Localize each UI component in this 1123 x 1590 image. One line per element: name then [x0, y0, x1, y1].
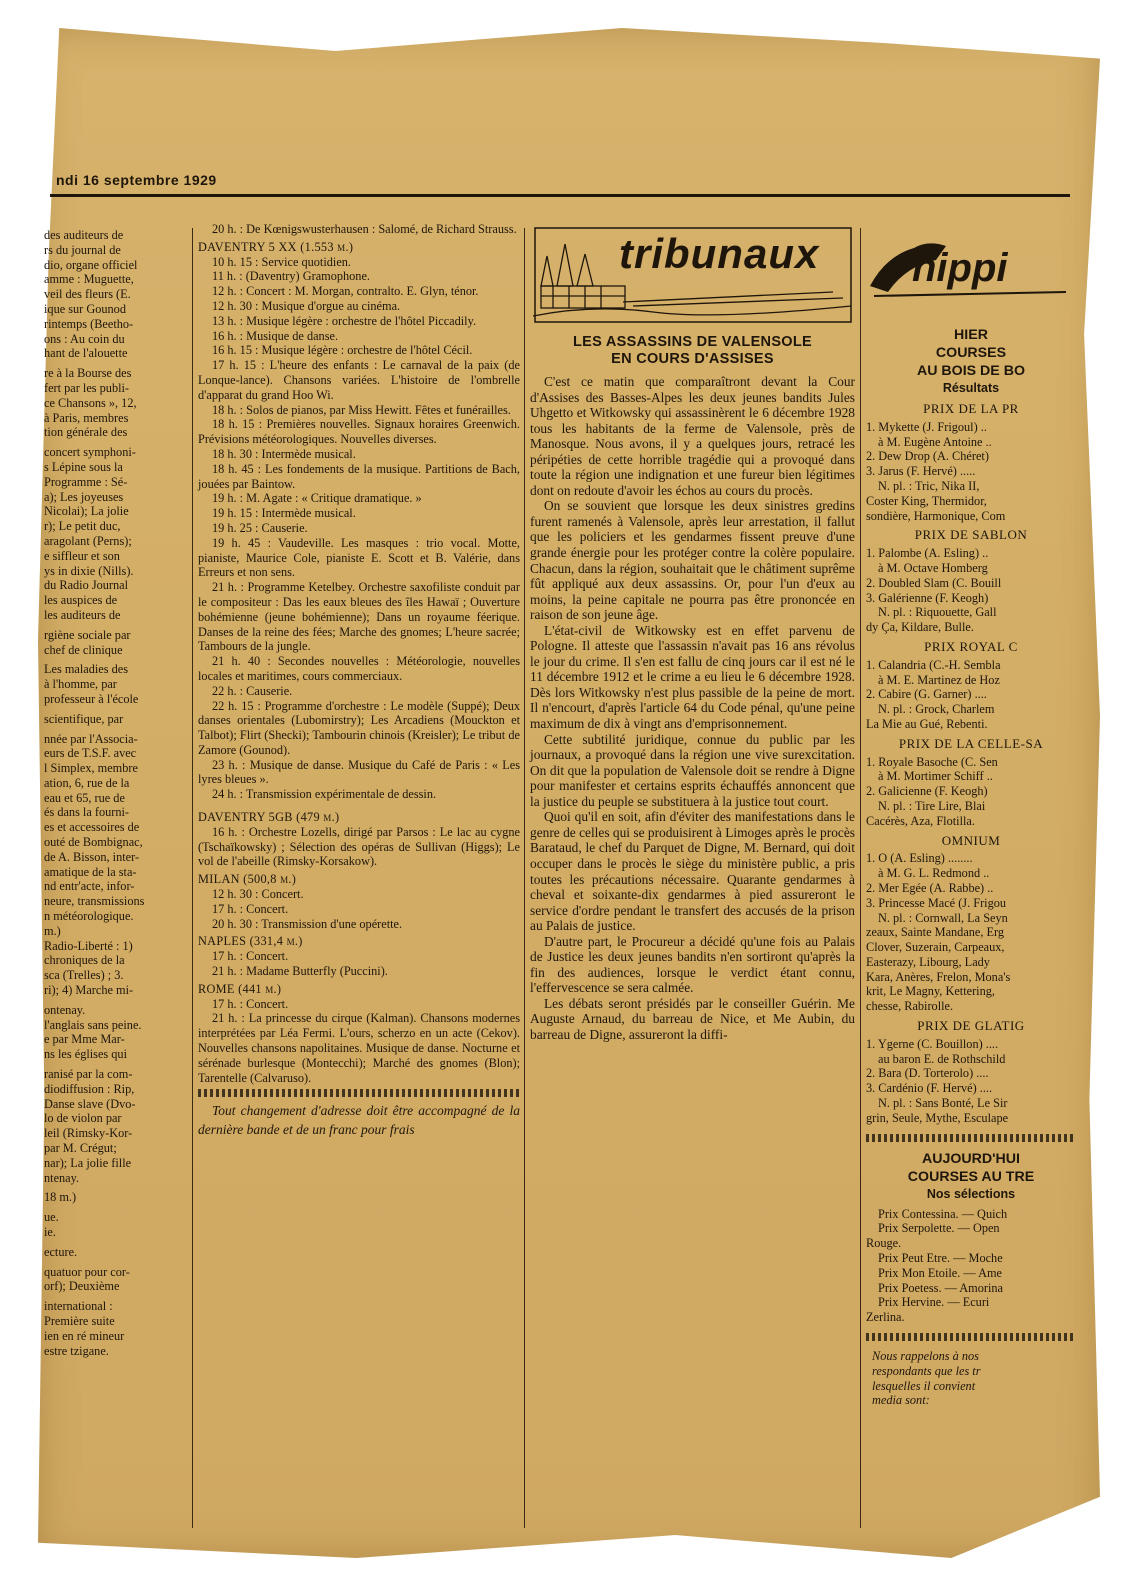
column-1-line: es et accessoires de — [44, 820, 140, 835]
program-entry: 21 h. : La princesse du cirque (Kalman). Chansons modernes interprétées par Léa Fermi. L'ours, scherzo en un acte (Cekov). Nouvelles chansons napolitaines. Musique de danse. Nocturne et sérénade burlesque (Montecchi); Marché des gnomes (Blon); Tarentelle (Calvaruso). — [198, 1011, 520, 1085]
race-title: OMNIUM — [941, 832, 1001, 848]
program-entry: 22 h. 15 : Programme d'orchestre : Le modèle (Suppé); Deux danses orientales (Lubomirstry); Les Arcadiens (Mouckton et Talbot); Flirt (Shecki); Tambourin chinois (Kreisler); Le tribut de Zamore (Gounod). — [198, 698, 520, 757]
column-1-line: rintemps (Beetho- — [44, 316, 134, 331]
race-line: sondière, Harmonique, Com — [866, 508, 1006, 523]
station-daventry-5xx: DAVENTRY 5 XX (1.553 m.) — [198, 239, 354, 254]
article-paragraph: On se souvient que lorsque les deux sinistres gredins furent ramenés à Valensole, après leur arrestation, il fallut que les policiers et les gendarmes fissent preuve d'une grande énergie pour les protéger contre la colère populaire. Chacun, dans la région, souhaitait que le châtiment suprême fût appliqué aux deux assassins. Or, pour l'un d'eux au moins, la peine capitale ne pourra pas être prononcée en raison de son jeune âge. — [530, 498, 855, 623]
intro-line: 20 h. : De Kœnigswusterhausen : Salomé, de Richard Strauss. — [212, 222, 517, 236]
section-subheading: Résultats — [942, 381, 1000, 395]
program-entry: 16 h. : Musique de danse. — [212, 328, 339, 343]
column-tribunaux — [530, 334, 855, 1043]
column-1-line: ue. — [44, 1210, 59, 1225]
station-naples: NAPLES (331,4 m.) — [198, 934, 303, 949]
race-title: PRIX ROYAL C — [924, 638, 1018, 654]
column-1-line: 18 m.) — [44, 1190, 77, 1205]
program-entry: 11 h. : (Daventry) Gramophone. — [212, 269, 370, 284]
race-line: Coster King, Thermidor, — [866, 493, 987, 508]
column-1-line: veil des fleurs (E. — [44, 287, 131, 302]
column-1-line: ien en ré mineur — [44, 1328, 125, 1343]
tribunaux-title: tribunaux — [619, 230, 820, 277]
section-heading: AU BOIS DE BO — [917, 363, 1025, 379]
station-rome: ROME (441 m.) — [198, 981, 282, 996]
race-line: 1. Ygerne (C. Bouillon) .... — [866, 1036, 999, 1051]
column-1-line: scientifique, par — [44, 711, 124, 726]
column-1-line: neure, transmissions — [44, 894, 145, 909]
race-line: 1. Calandria (C.-H. Sembla — [866, 657, 1001, 672]
column-1-line: r); Le petit duc, — [44, 519, 121, 534]
article-paragraph: D'autre part, le Procureur a décidé qu'une fois au Palais de Justice les deux jeunes bandits n'en sortiront qu'après la fin des audiences, lorsque le verdict étant connu, l'effervescence se sera calmée. — [530, 933, 855, 996]
program-entry: 21 h. : Madame Butterfly (Puccini). — [212, 964, 388, 979]
race-line: 2. Bara (D. Torterolo) .... — [866, 1066, 989, 1081]
race-detail: à M. Eugène Antoine .. — [878, 434, 992, 449]
race-line: grin, Seule, Mythe, Esculape — [866, 1110, 1009, 1125]
race-line: Zerlina. — [866, 1310, 905, 1325]
article-paragraph: Cette subtilité juridique, connue du public par les journaux, a provoqué dans la région une vive surexcitation. On dit que la population de Valensole doit se rendre à Digne pour manifester et certains esprits échauffés annoncent que la justice du peuple se substituera à la justice tout court. — [530, 731, 855, 809]
tribunaux-banner — [533, 226, 853, 324]
column-1-line: les auspices de — [44, 593, 118, 608]
column-1-line: ation, 6, rue de la — [44, 775, 130, 790]
race-line: La Mie au Gué, Rebenti. — [866, 716, 988, 731]
race-title: PRIX DE GLATIG — [917, 1018, 1025, 1034]
column-1-line: outé de Bombignac, — [44, 835, 143, 850]
header-rule — [50, 194, 1070, 197]
column-1-line: rgiène sociale par — [44, 627, 131, 642]
column-1-line: re à la Bourse des — [44, 366, 132, 381]
column-1-line: chroniques de la — [44, 953, 125, 968]
race-detail: Prix Contessina. — Quich — [878, 1206, 1008, 1221]
column-1-line: lo de violon par — [44, 1111, 122, 1126]
race-detail: N. pl. : Tire Lire, Blai — [878, 798, 986, 813]
column-1-line: chef de clinique — [44, 642, 123, 657]
article-paragraph: L'état-civil de Witkowsky est en effet parvenu de Pologne. Il atteste que l'assassin n'avait pas 16 ans révolus le jour du crime. Il s'en est fallu de cinq jours car il est né le 11 décembre 1912 et le crime a eu lieu le 6 décembre 1928. Dès lors Witkowsky n'est plus passible de la peine de mort. Il n'encourt, d'après l'article 64 du Code pénal, qu'une peine maximum de dix à vingt ans d'emprisonnement. — [530, 622, 855, 732]
program-entry: 17 h. 15 : L'heure des enfants : Le carnaval de la paix (de Lonque-lance). Chansons variées. L'histoire de l'ombrelle d'apparat du grand Hoo Wi. — [198, 358, 520, 402]
race-line: Rouge. — [866, 1236, 902, 1251]
notice-line: lesquelles il convient — [872, 1378, 976, 1393]
headline-line-2: EN COURS D'ASSISES — [611, 351, 774, 367]
column-1-line: rs du journal de — [44, 242, 121, 257]
page-header — [50, 168, 1070, 198]
race-detail: N. pl. : Cornwall, La Seyn — [878, 910, 1008, 925]
race-line: Easterazy, Libourg, Lady — [866, 954, 990, 969]
column-1-line: nd entr'acte, infor- — [44, 879, 135, 894]
dateline: ndi 16 septembre 1929 — [56, 172, 217, 188]
column-1-line: orf); Deuxième — [44, 1279, 120, 1294]
program-entry: 10 h. 15 : Service quotidien. — [212, 254, 352, 269]
column-1-line: tion générale des — [44, 425, 128, 440]
race-line: 3. Princesse Macé (J. Frigou — [866, 895, 1007, 910]
daventry-5xx-list — [198, 255, 520, 802]
column-1-line: sca (Trelles) ; 3. — [44, 968, 124, 983]
milan-list — [198, 887, 520, 931]
section-subheading: Nos sélections — [926, 1186, 1016, 1201]
race-detail: N. pl. : Riquouette, Gall — [878, 605, 997, 620]
race-detail: Prix Poetess. — Amorina — [878, 1280, 1004, 1295]
column-1-line: ie. — [44, 1225, 56, 1239]
column-1-line: diodiffusion : Rip, — [44, 1081, 135, 1096]
column-1-line: e par Mme Mar- — [44, 1032, 125, 1047]
column-1-line: s Lépine sous la — [44, 459, 123, 474]
column-1-line: a); Les joyeuses — [44, 489, 124, 504]
column-1-line: concert symphoni- — [44, 445, 136, 460]
race-detail: N. pl. : Sans Bonté, Le Sir — [878, 1096, 1008, 1111]
column-1-line: ranisé par la com- — [44, 1067, 133, 1082]
rome-list — [198, 997, 520, 1086]
column-1-line: és dans la fourni- — [44, 805, 130, 820]
program-entry: 17 h. : Concert. — [212, 949, 289, 964]
program-entry: 23 h. : Musique de danse. Musique du Café de Paris : « Les lyres bleues ». — [198, 757, 520, 787]
column-1-line: Les maladies des — [44, 662, 129, 677]
program-entry: 19 h. 15 : Intermède musical. — [212, 506, 356, 521]
program-entry: 21 h. 40 : Secondes nouvelles : Météorologie, nouvelles locales et maritimes, cours commerciaux. — [198, 654, 520, 683]
column-rule-2 — [524, 228, 525, 1528]
notice-line: Nous rappelons à nos — [872, 1349, 979, 1364]
column-1-line: l'anglais sans peine. — [44, 1017, 142, 1032]
column-1-line: ri); 4) Marche mi- — [44, 983, 134, 998]
naples-list — [198, 949, 520, 979]
column-radio-programs — [198, 222, 520, 1139]
column-1-line: n météorologique. — [44, 909, 134, 924]
section-heading: AUJOURD'HUI — [922, 1150, 1020, 1167]
race-line: 3. Cardénio (F. Hervé) .... — [866, 1081, 993, 1096]
race-line: 1. Palombe (A. Esling) .. — [866, 546, 989, 561]
notice-line: respondants que les tr — [872, 1363, 981, 1378]
column-1-line: hant de l'alouette — [44, 346, 128, 361]
column-1-line: ns les églises qui — [44, 1047, 127, 1062]
program-entry: 22 h. : Causerie. — [212, 683, 293, 698]
column-1-line: leil (Rimsky-Kor- — [44, 1126, 133, 1141]
race-line: 3. Jarus (F. Hervé) ..... — [866, 464, 976, 479]
column-1-line: de A. Bisson, inter- — [44, 849, 140, 864]
race-title: PRIX DE LA PR — [923, 401, 1019, 416]
column-1-line: ys in dixie (Nills). — [44, 563, 134, 578]
race-title: PRIX DE LA CELLE-SA — [898, 735, 1044, 751]
column-1-line: à Paris, membres — [44, 410, 129, 425]
column-1-line: à l'homme, par — [44, 677, 117, 692]
section-heading: COURSES — [935, 345, 1007, 361]
article-headline — [530, 334, 855, 368]
notice-line: media sont: — [872, 1393, 930, 1408]
section-heading: COURSES AU TRE — [907, 1168, 1035, 1185]
column-1-line: international : — [44, 1299, 113, 1314]
program-entry: 16 h. 15 : Musique légère : orchestre de l'hôtel Cécil. — [212, 343, 473, 358]
race-line: 1. O (A. Esling) ........ — [866, 851, 973, 866]
station-milan: MILAN (500,8 m.) — [198, 872, 297, 887]
program-entry: 19 h. 25 : Causerie. — [212, 520, 308, 535]
headline-line-1: LES ASSASSINS DE VALENSOLE — [572, 334, 813, 350]
race-detail: N. pl. : Grock, Charlem — [878, 702, 995, 717]
column-1-line: quatuor pour cor- — [44, 1264, 130, 1279]
program-entry: 21 h. : Programme Ketelbey. Orchestre saxofiliste conduit par le compositeur : Das les eaux bleues des îles Hawaï ; Ouverture bohémienne (jeune bohémienne); Dans un royaume féerique. Danses de la reine des fées; Marche des gnomes; L'heure sacrée; Tambours de la jungle. — [198, 580, 520, 654]
race-detail: au baron E. de Rothschild — [878, 1051, 1006, 1066]
race-line: 1. Royale Basoche (C. Sen — [866, 754, 998, 769]
column-1-line: Danse slave (Dvo- — [44, 1096, 136, 1111]
wavy-divider — [198, 1089, 520, 1097]
column-1-line: ontenay. — [44, 1002, 86, 1017]
program-entry: 20 h. 30 : Transmission d'une opérette. — [212, 916, 403, 931]
program-entry: 13 h. : Musique légère : orchestre de l'hôtel Piccadily. — [212, 313, 477, 328]
race-detail: à M. E. Martinez de Hoz — [878, 672, 1000, 687]
race-detail: Prix Hervine. — Ecuri — [878, 1295, 990, 1310]
program-entry: 18 h. : Solos de pianos, par Miss Hewitt. Fêtes et funérailles. — [212, 402, 511, 417]
race-line: 2. Dew Drop (A. Chéret) — [866, 449, 989, 464]
column-1-line: professeur à l'école — [44, 691, 139, 706]
column-1-line: Première suite — [44, 1313, 115, 1328]
race-line: 1. Mykette (J. Frigoul) .. — [866, 419, 987, 434]
column-1-line: ntenay. — [44, 1170, 80, 1185]
program-entry: 19 h. : M. Agate : « Critique dramatique. » — [212, 491, 422, 506]
column-1-line: amatique de la sta- — [44, 864, 137, 879]
column-1-line: Radio-Liberté : 1) — [44, 938, 133, 953]
program-entry: 17 h. : Concert. — [212, 996, 289, 1011]
race-line: krit, Le Magny, Kettering, — [866, 984, 995, 999]
race-line: dy Ça, Kildare, Bulle. — [866, 620, 974, 635]
hippique-title: hippi — [912, 246, 1008, 290]
race-line: Cacérès, Aza, Flotilla. — [866, 813, 975, 828]
race-line: Clover, Suzerain, Carpeaux, — [866, 940, 1005, 955]
race-line: chesse, Rabirolle. — [866, 999, 954, 1014]
column-1-line: estre tzigane. — [44, 1343, 109, 1358]
race-line: 2. Mer Egée (A. Rabbe) .. — [866, 880, 994, 895]
column-1-line: eurs de T.S.F. avec — [44, 746, 137, 761]
column-1-line: du Radio Journal — [44, 578, 129, 593]
daventry-5gb-list — [198, 825, 520, 869]
address-notice: Tout changement d'adresse doit être accompagné de la dernière bande et de un franc pour frais — [198, 1103, 520, 1138]
station-daventry-5gb: DAVENTRY 5GB (479 m.) — [198, 810, 340, 825]
race-detail: Prix Serpolette. — Open — [878, 1221, 1000, 1236]
article-paragraph: Quoi qu'il en soit, afin d'éviter des manifestations dans le genre de celles qui se produisirent à Limoges après le procès Barataud, le chef du Parquet de Digne, M. Bernard, qui doit occuper dans le procès le siège du ministère public, a pris toutes les précautions nécessaire. Quarante gendarmes à cheval et soixante-dix gendarmes à pied assureront le service d'ordre pendant le transfert des accusés de la prison au Palais de justice. — [530, 809, 855, 934]
column-1-line: ecture. — [44, 1244, 78, 1259]
article-paragraph: Les débats seront présidés par le conseiller Guérin. Me Auguste Arnaud, du barreau de Nice, et Me Aubin, du barreau de Digne, assureront la diffi- — [530, 995, 855, 1042]
race-title: PRIX DE SABLON — [914, 527, 1028, 543]
race-detail: Prix Peut Etre. — Moche — [878, 1251, 1003, 1266]
column-1-line: dio, organe officiel — [44, 257, 138, 272]
article-body — [530, 374, 855, 1043]
article-paragraph: C'est ce matin que comparaîtront devant la Cour d'Assises des Basses-Alpes les deux jeunes bandits Jules Uhgetto et Witkowsky qui assassinèrent le 6 décembre 1928 tous les habitants de la ferme de Valensole, près de Manosque. Nous avons, il y a quelques jours, retracé les péripéties de cette horrible tragédie qui a provoqué dans toute la région une indignation et une fureur bien légitimes dont on redoute d'avoir les échos au cours du procès. — [530, 374, 855, 498]
column-1-line: fert par les publi- — [44, 380, 130, 395]
program-entry: 17 h. : Concert. — [212, 901, 289, 916]
column-hippique — [866, 326, 1076, 1408]
column-rule-1 — [192, 228, 193, 1528]
program-entry: 12 h. 30 : Musique d'orgue au cinéma. — [212, 298, 401, 313]
program-entry: 18 h. 30 : Intermède musical. — [212, 446, 356, 461]
program-entry: 12 h. : Concert : M. Morgan, contralto. E. Glyn, ténor. — [212, 284, 479, 299]
race-detail: à M. Octave Homberg — [878, 560, 988, 575]
program-entry: 12 h. 30 : Concert. — [212, 887, 304, 902]
column-1-line: e siffleur et son — [44, 548, 120, 563]
race-line: Kara, Anères, Frelon, Mona's — [866, 969, 1011, 984]
section-heading: HIER — [954, 327, 988, 343]
program-entry: 19 h. 45 : Vaudeville. Les masques : trio vocal. Motte, pianiste, Maurice Cole, pianiste E. Scott et B. Valérie, dans Erreurs et non sens. — [198, 535, 520, 580]
race-detail: N. pl. : Tric, Nika II, — [878, 478, 980, 493]
column-1-line: des auditeurs de — [44, 228, 124, 242]
race-line: 2. Doubled Slam (C. Bouill — [866, 575, 1002, 590]
program-entry: 24 h. : Transmission expérimentale de dessin. — [212, 787, 437, 802]
column-radio-left — [44, 228, 186, 1358]
program-entry: 18 h. 45 : Les fondements de la musique. Partitions de Bach, jouées par Baintow. — [198, 461, 520, 491]
column-1-line: ce Chansons », 12, — [44, 395, 137, 410]
column-1-line: nar); La jolie fille — [44, 1155, 132, 1170]
column-1-line: eau et 65, rue de — [44, 790, 125, 805]
column-1-line: Nicolai); La jolie — [44, 504, 129, 519]
column-1-line: m.) — [44, 923, 61, 938]
column-1-line: amme : Muguette, — [44, 272, 134, 287]
column-1-line: les auditeurs de — [44, 607, 121, 622]
race-detail: à M. G. L. Redmond .. — [878, 866, 990, 881]
race-line: 3. Galérienne (F. Keogh) — [866, 590, 989, 605]
race-line: 2. Cabire (G. Garner) .... — [866, 687, 987, 702]
column-1-line: par M. Crégut; — [44, 1141, 117, 1156]
column-1-line: ons : Au coin du — [44, 331, 125, 346]
program-entry: 18 h. 15 : Premières nouvelles. Signaux horaires Greenwich. Prévisions météorologiques. Nouvelles diverses. — [198, 417, 520, 447]
wavy-divider — [866, 1134, 1076, 1142]
wavy-divider — [866, 1333, 1076, 1341]
race-line: zeaux, Sainte Mandane, Erg — [866, 925, 1005, 940]
race-line: 2. Galicienne (F. Keogh) — [866, 784, 988, 799]
column-rule-3 — [860, 228, 861, 1528]
column-1-line: nnée par l'Associa- — [44, 731, 138, 746]
column-1-line: Programme : Sé- — [44, 474, 128, 489]
column-1-line: ique sur Gounod — [44, 301, 126, 316]
race-detail: à M. Mortimer Schiff .. — [878, 769, 993, 784]
program-entry: 16 h. : Orchestre Lozells, dirigé par Parsos : Le lac au cygne (Tschaïkowsky) ; Sélection des opéras de Sullivan (Higgs); Le vol de l'abeille (Rimsky-Korsakow). — [198, 824, 520, 869]
hippique-banner — [866, 226, 1076, 306]
column-1-line: l Simplex, membre — [44, 761, 138, 776]
column-1-line: aragolant (Perns); — [44, 533, 132, 548]
race-detail: Prix Mon Etoile. — Ame — [878, 1265, 1002, 1280]
